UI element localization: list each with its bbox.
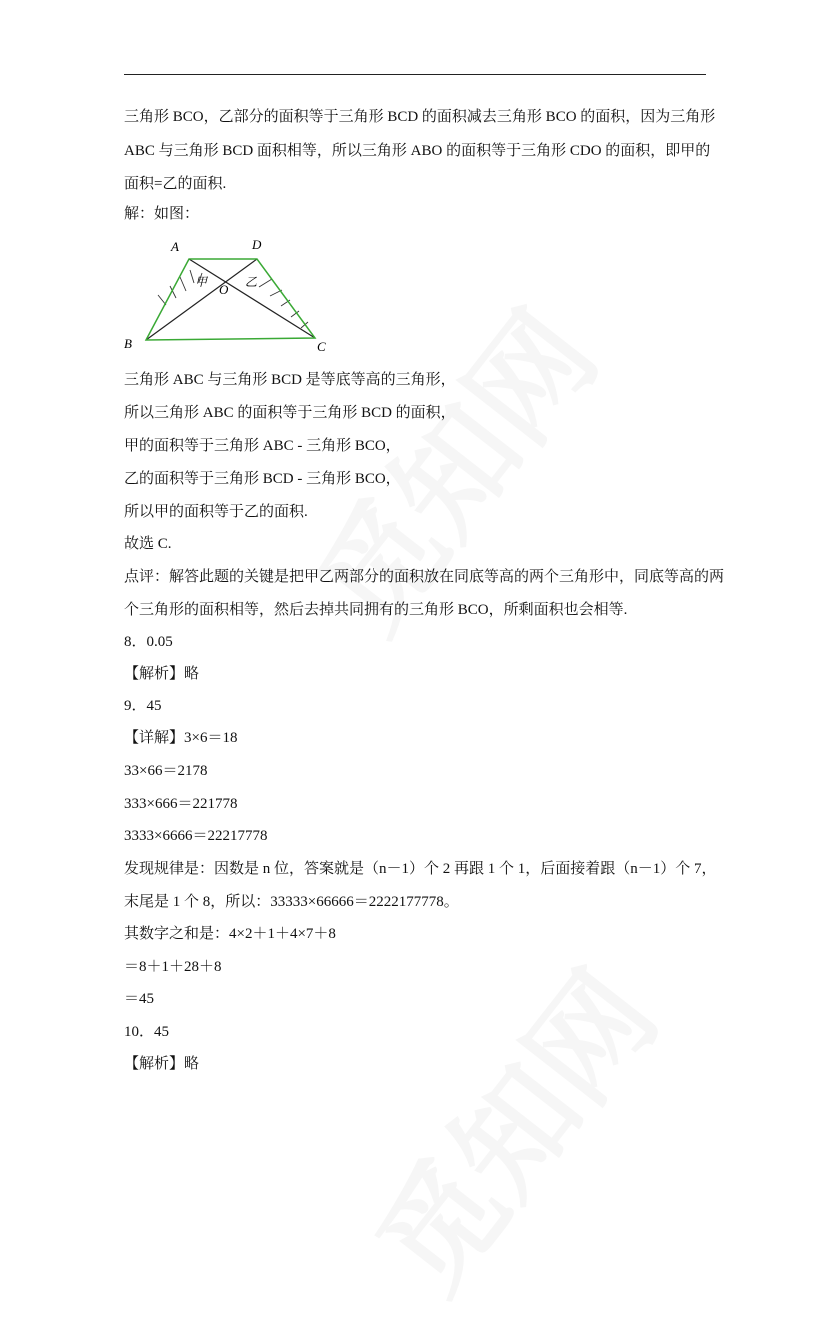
text-line: 3333×6666＝22217778 (124, 828, 268, 844)
text-line: ＝8＋1＋28＋8 (124, 959, 222, 975)
label-o: O (219, 282, 229, 297)
text-line: 9．45 (124, 698, 162, 714)
text-line: 解：如图： (124, 206, 200, 222)
text-line: 末尾是 1 个 8，所以：33333×66666＝2222177778。 (124, 894, 459, 910)
text-line: 【解析】略 (124, 666, 200, 682)
text-line: 个三角形的面积相等，然后去掉共同拥有的三角形 BCO，所剩面积也会相等. (124, 602, 628, 618)
text-line: 点评：解答此题的关键是把甲乙两部分的面积放在同底等高的两个三角形中，同底等高的两 (124, 569, 725, 585)
text-line: 甲的面积等于三角形 ABC - 三角形 BCO， (124, 438, 401, 454)
label-c: C (317, 339, 326, 354)
text-line: 所以三角形 ABC 的面积等于三角形 BCD 的面积， (124, 405, 456, 421)
header-rule (124, 74, 706, 75)
label-b: B (124, 336, 132, 351)
text-line: 8．0.05 (124, 634, 173, 650)
diagonal-bd (146, 259, 257, 340)
text-line: 10．45 (124, 1024, 170, 1040)
text-line: 面积=乙的面积. (124, 176, 227, 192)
text-line: 三角形 ABC 与三角形 BCD 是等底等高的三角形， (124, 372, 456, 388)
watermark (331, 931, 688, 1321)
text-line: 333×666＝221778 (124, 796, 238, 812)
text-line: 发现规律是：因数是 n 位，答案就是（n－1）个 2 再跟 1 个 1，后面接着跟（n－1）个 7， (124, 861, 717, 877)
label-jia: 甲 (195, 275, 208, 289)
text-line: 乙的面积等于三角形 BCD - 三角形 BCO， (124, 471, 401, 487)
text-line: 其数字之和是：4×2＋1＋4×7＋8 (124, 926, 336, 942)
text-line: ＝45 (124, 991, 155, 1007)
text-line: 33×66＝2178 (124, 763, 208, 779)
text-line: 所以甲的面积等于乙的面积. (124, 504, 308, 520)
hatching-yi (259, 279, 308, 328)
diagonal-ac (189, 259, 315, 338)
text-line: 【详解】3×6＝18 (124, 730, 238, 746)
label-a: A (171, 239, 179, 254)
label-yi: 乙 (245, 275, 258, 289)
trapezoid-figure (118, 234, 338, 359)
text-line: 三角形 BCO，乙部分的面积等于三角形 BCD 的面积减去三角形 BCO 的面积，因为三角形 (124, 109, 716, 125)
text-line: ABC 与三角形 BCD 面积相等，所以三角形 ABO 的面积等于三角形 CDO 的面积，即甲的 (124, 143, 711, 159)
text-line: 【解析】略 (124, 1056, 200, 1072)
text-line: 故选 C. (124, 536, 172, 552)
trapezoid (146, 259, 315, 340)
label-d: D (252, 237, 262, 252)
